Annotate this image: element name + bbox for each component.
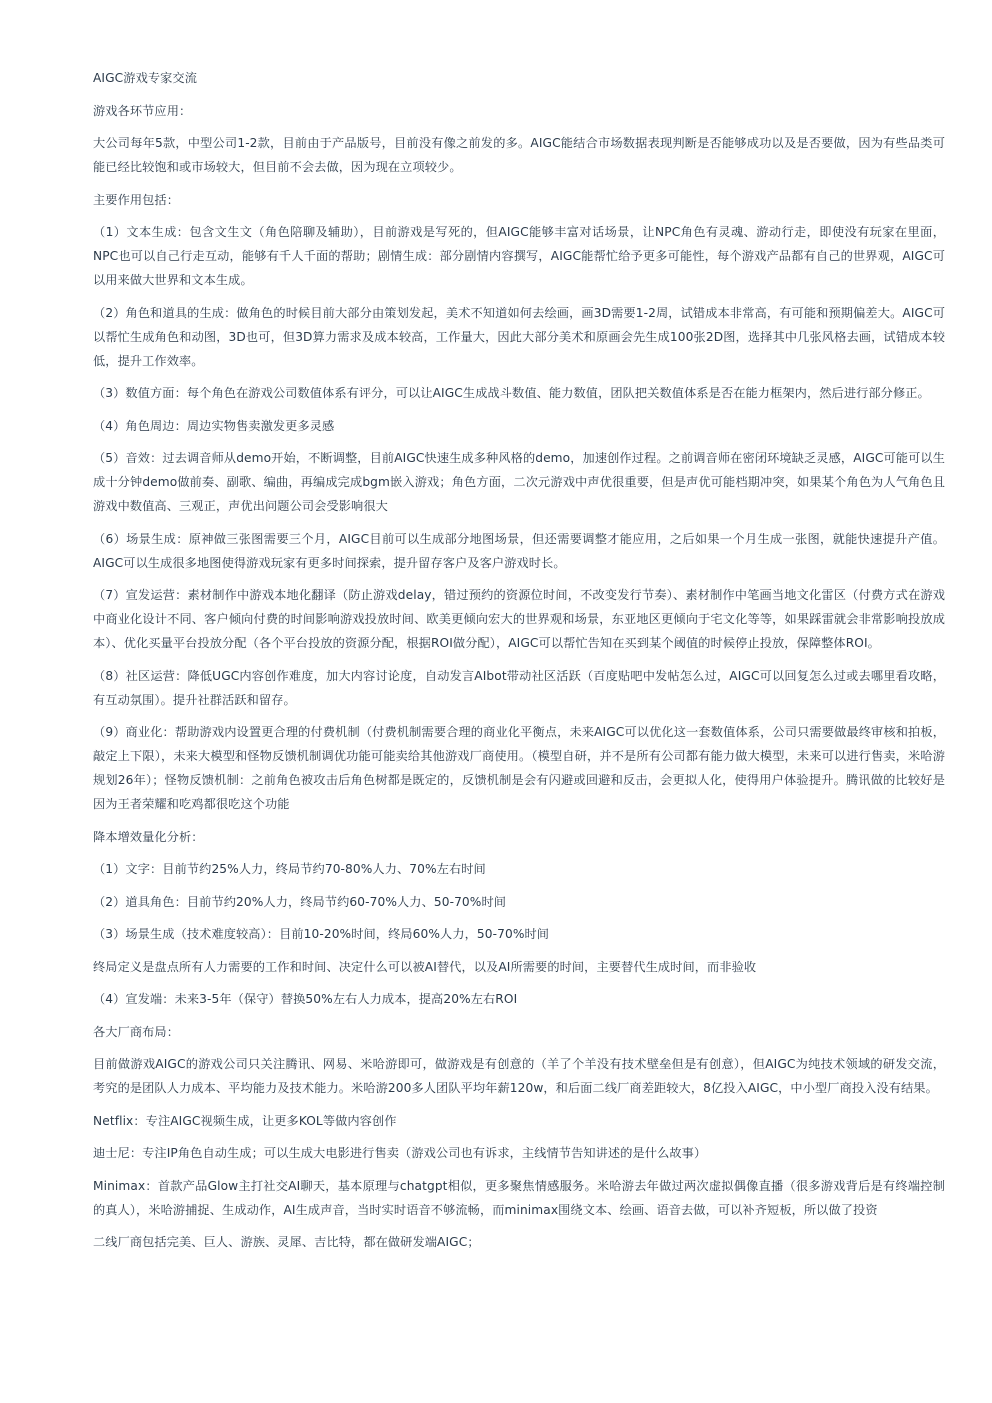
paragraph-scene-savings: （3）场景生成（技术难度较高）：目前10-20%时间，终局60%人力，50-70%时间 bbox=[93, 927, 550, 941]
paragraph-vendor-overview: 目前做游戏AIGC的游戏公司只关注腾讯、网易、米哈游即可，做游戏是有创意的（羊了个羊没有技术壁垒但是有创意），但AIGC为纯技术领域的研发交流，考究的是团队人力成本、平均能力及技术能力。米哈游200多人团队平均年薪120w，和后面二线厂商差距较大，8亿投入AIGC，中小型厂商投入没有结果。 bbox=[93, 1057, 945, 1095]
paragraph-marketing-operations: （7）宣发运营：素材制作中游戏本地化翻译（防止游戏delay，错过预约的资源位时间，不改变发行节奏）、素材制作中笔画当地文化雷区（付费方式在游戏中商业化设计不同、客户倾向付费的时间影响游戏投放时间、欧美更倾向宏大的世界观和场景，东亚地区更倾向于宅文化等等，如果踩雷就会非常影响投放成本）、优化买量平台投放分配（各个平台投放的资源分配，根据ROI做分配），AIGC可以帮忙告知在买到某个阈值的时候停止投放，保障整体ROI。 bbox=[93, 588, 945, 650]
paragraph-sound-effects: （5）音效：过去调音师从demo开始，不断调整，目前AIGC快速生成多种风格的demo，加速创作过程。之前调音师在密闭环境缺乏灵感，AIGC可能可以生成十分钟demo做前奏、副歌、编曲，再编成完成bgm嵌入游戏；角色方面，二次元游戏中声优很重要，但是声优可能档期冲突，如果某个角色为人气角色且游戏中数值高、三观正，声优出问题公司会受影响很大 bbox=[93, 451, 945, 513]
section-heading-cost-analysis: 降本增效量化分析： bbox=[93, 829, 204, 844]
document-body bbox=[93, 66, 945, 1263]
paragraph-merchandise: （4）角色周边：周边实物售卖激发更多灵感 bbox=[93, 418, 335, 433]
section-heading-vendors: 各大厂商布局： bbox=[93, 1024, 180, 1039]
paragraph-marketing-savings: （4）宣发端：未来3-5年（保守）替换50%左右人力成本，提高20%左右ROI bbox=[93, 992, 518, 1006]
paragraph-text-generation: （1）文本生成：包含文生文（角色陪聊及辅助），目前游戏是写死的，但AIGC能够丰富对话场景，让NPC角色有灵魂、游动行走，即使没有玩家在里面，NPC也可以自己行走互动，能够有千人千面的帮助；剧情生成：部分剧情内容撰写，AIGC能帮忙给予更多可能性，每个游戏产品都有自己的世界观，AIGC可以用来做大世界和文本生成。 bbox=[93, 225, 945, 287]
paragraph-character-generation: （2）角色和道具的生成：做角色的时候目前大部分由策划发起，美术不知道如何去绘画，画3D需要1-2周，试错成本非常高，有可能和预期偏差大。AIGC可以帮忙生成角色和动图，3D也可，但3D算力需求及成本较高，工作量大，因此大部分美术和原画会先生成100张2D图，选择其中几张风格去画，试错成本较低，提升工作效率。 bbox=[93, 305, 945, 368]
paragraph-minimax: Minimax：首款产品Glow主打社交AI聊天，基本原理与chatgpt相似，更多聚焦情感服务。米哈游去年做过两次虚拟偶像直播（很多游戏背后是有终端控制的真人），米哈游捕捉、生成动作，AI生成声音，当时实时语音不够流畅，而minimax围绕文本、绘画、语音去做，可以补齐短板，所以做了投资 bbox=[93, 1178, 945, 1217]
section-heading-applications: 游戏各环节应用： bbox=[93, 103, 192, 118]
document-title: AIGC游戏专家交流 bbox=[93, 71, 198, 85]
paragraph-numerical-values: （3）数值方面：每个角色在游戏公司数值体系有评分，可以让AIGC生成战斗数值、能力数值，团队把关数值体系是否在能力框架内，然后进行部分修正。 bbox=[93, 386, 930, 400]
paragraph-endgame-definition: 终局定义是盘点所有人力需要的工作和时间、决定什么可以被AI替代，以及AI所需要的时间，主要替代生成时间，而非验收 bbox=[93, 959, 757, 974]
paragraph-netflix: Netflix：专注AIGC视频生成，让更多KOL等做内容创作 bbox=[93, 1113, 397, 1128]
paragraph-community-operations: （8）社区运营：降低UGC内容创作难度，加大内容讨论度，自动发言AIbot带动社区活跃（百度贴吧中发帖怎么过，AIGC可以回复怎么过或去哪里看攻略，有互动氛围）。提升社群活跃和留存。 bbox=[93, 668, 945, 707]
paragraph-text-savings: （1）文字：目前节约25%人力，终局节约70-80%人力、70%左右时间 bbox=[93, 862, 486, 876]
paragraph-tier-two-vendors: 二线厂商包括完美、巨人、游族、灵犀、吉比特，都在做研发端AIGC； bbox=[93, 1235, 480, 1249]
section-heading-main-uses: 主要作用包括： bbox=[93, 192, 180, 207]
paragraph-prop-savings: （2）道具角色：目前节约20%人力，终局节约60-70%人力、50-70%时间 bbox=[93, 894, 507, 909]
paragraph-overview: 大公司每年5款，中型公司1-2款，目前由于产品版号，目前没有像之前发的多。AIGC能结合市场数据表现判断是否能够成功以及是否要做，因为有些品类可能已经比较饱和或市场较大，但目前不会去做，因为现在立项较少。 bbox=[93, 136, 945, 174]
paragraph-monetization: （9）商业化：帮助游戏内设置更合理的付费机制（付费机制需要合理的商业化平衡点，未来AIGC可以优化这一套数值体系，公司只需要做最终审核和拍板，敲定上下限），未来大模型和怪物反馈机制调优功能可能卖给其他游戏厂商使用。（模型自研，并不是所有公司都有能力做大模型，未来可以进行售卖，米哈游规划26年）；怪物反馈机制：之前角色被攻击后角色树都是既定的，反馈机制是会有闪避或回避和反击，会更拟人化，使得用户体验提升。腾讯做的比较好是因为王者荣耀和吃鸡都很吃这个功能 bbox=[93, 725, 945, 811]
paragraph-scene-generation: （6）场景生成：原神做三张图需要三个月，AIGC目前可以生成部分地图场景，但还需要调整才能应用，之后如果一个月生成一张图，就能快速提升产值。AIGC可以生成很多地图使得游戏玩家有更多时间探索，提升留存客户及客户游戏时长。 bbox=[93, 531, 945, 570]
paragraph-disney: 迪士尼：专注IP角色自动生成；可以生成大电影进行售卖（游戏公司也有诉求，主线情节告知讲述的是什么故事） bbox=[93, 1146, 707, 1160]
